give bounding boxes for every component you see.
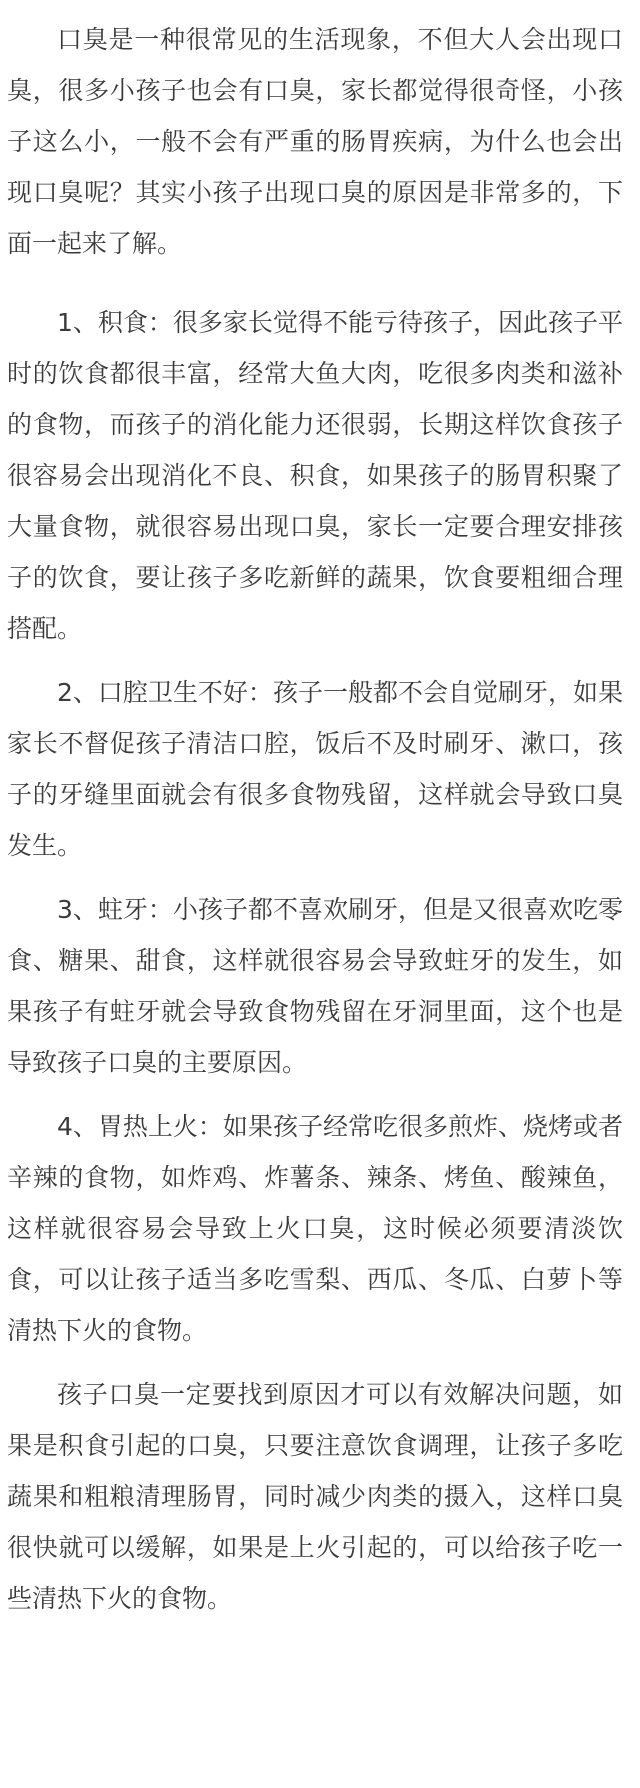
cause-food-stagnation-paragraph: 1、积食：很多家长觉得不能亏待孩子，因此孩子平时的饮食都很丰富，经常大鱼大肉，吃很多肉类和滋补的食物，而孩子的消化能力还很弱，长期这样饮食孩子很容易会出现消化不良、积食，如果孩子的肠胃积聚了大量食物，就很容易出现口臭，家长一定要合理安排孩子的饮食，要让孩子多吃新鲜的蔬果，饮食要粗细合理搭配。	[7, 308, 623, 643]
cause-tooth-decay-paragraph: 3、蛀牙：小孩子都不喜欢刷牙，但是又很喜欢吃零食、糖果、甜食，这样就很容易会导致蛀牙的发生，如果孩子有蛀牙就会导致食物残留在牙洞里面，这个也是导致孩子口臭的主要原因。	[7, 895, 623, 1077]
intro-paragraph: 口臭是一种很常见的生活现象，不但大人会出现口臭，很多小孩子也会有口臭，家长都觉得很奇怪，小孩子这么小，一般不会有严重的肠胃疾病，为什么也会出现口臭呢？其实小孩子出现口臭的原因是非常多的，下面一起来了解。	[7, 25, 623, 258]
conclusion-paragraph: 孩子口臭一定要找到原因才可以有效解决问题，如果是积食引起的口臭，只要注意饮食调理，让孩子多吃蔬果和粗粮清理肠胃，同时减少肉类的摄入，这样口臭很快就可以缓解，如果是上火引起的，可以给孩子吃一些清热下火的食物。	[7, 1380, 623, 1613]
cause-oral-hygiene-paragraph: 2、口腔卫生不好：孩子一般都不会自觉刷牙，如果家长不督促孩子清洁口腔，饭后不及时刷牙、漱口，孩子的牙缝里面就会有很多食物残留，这样就会导致口臭发生。	[7, 678, 623, 860]
cause-stomach-heat-paragraph: 4、胃热上火：如果孩子经常吃很多煎炸、烧烤或者辛辣的食物，如炸鸡、炸薯条、辣条、烤鱼、酸辣鱼，这样就很容易会导致上火口臭，这时候必须要清淡饮食，可以让孩子适当多吃雪梨、西瓜、冬瓜、白萝卜等清热下火的食物。	[7, 1112, 623, 1345]
